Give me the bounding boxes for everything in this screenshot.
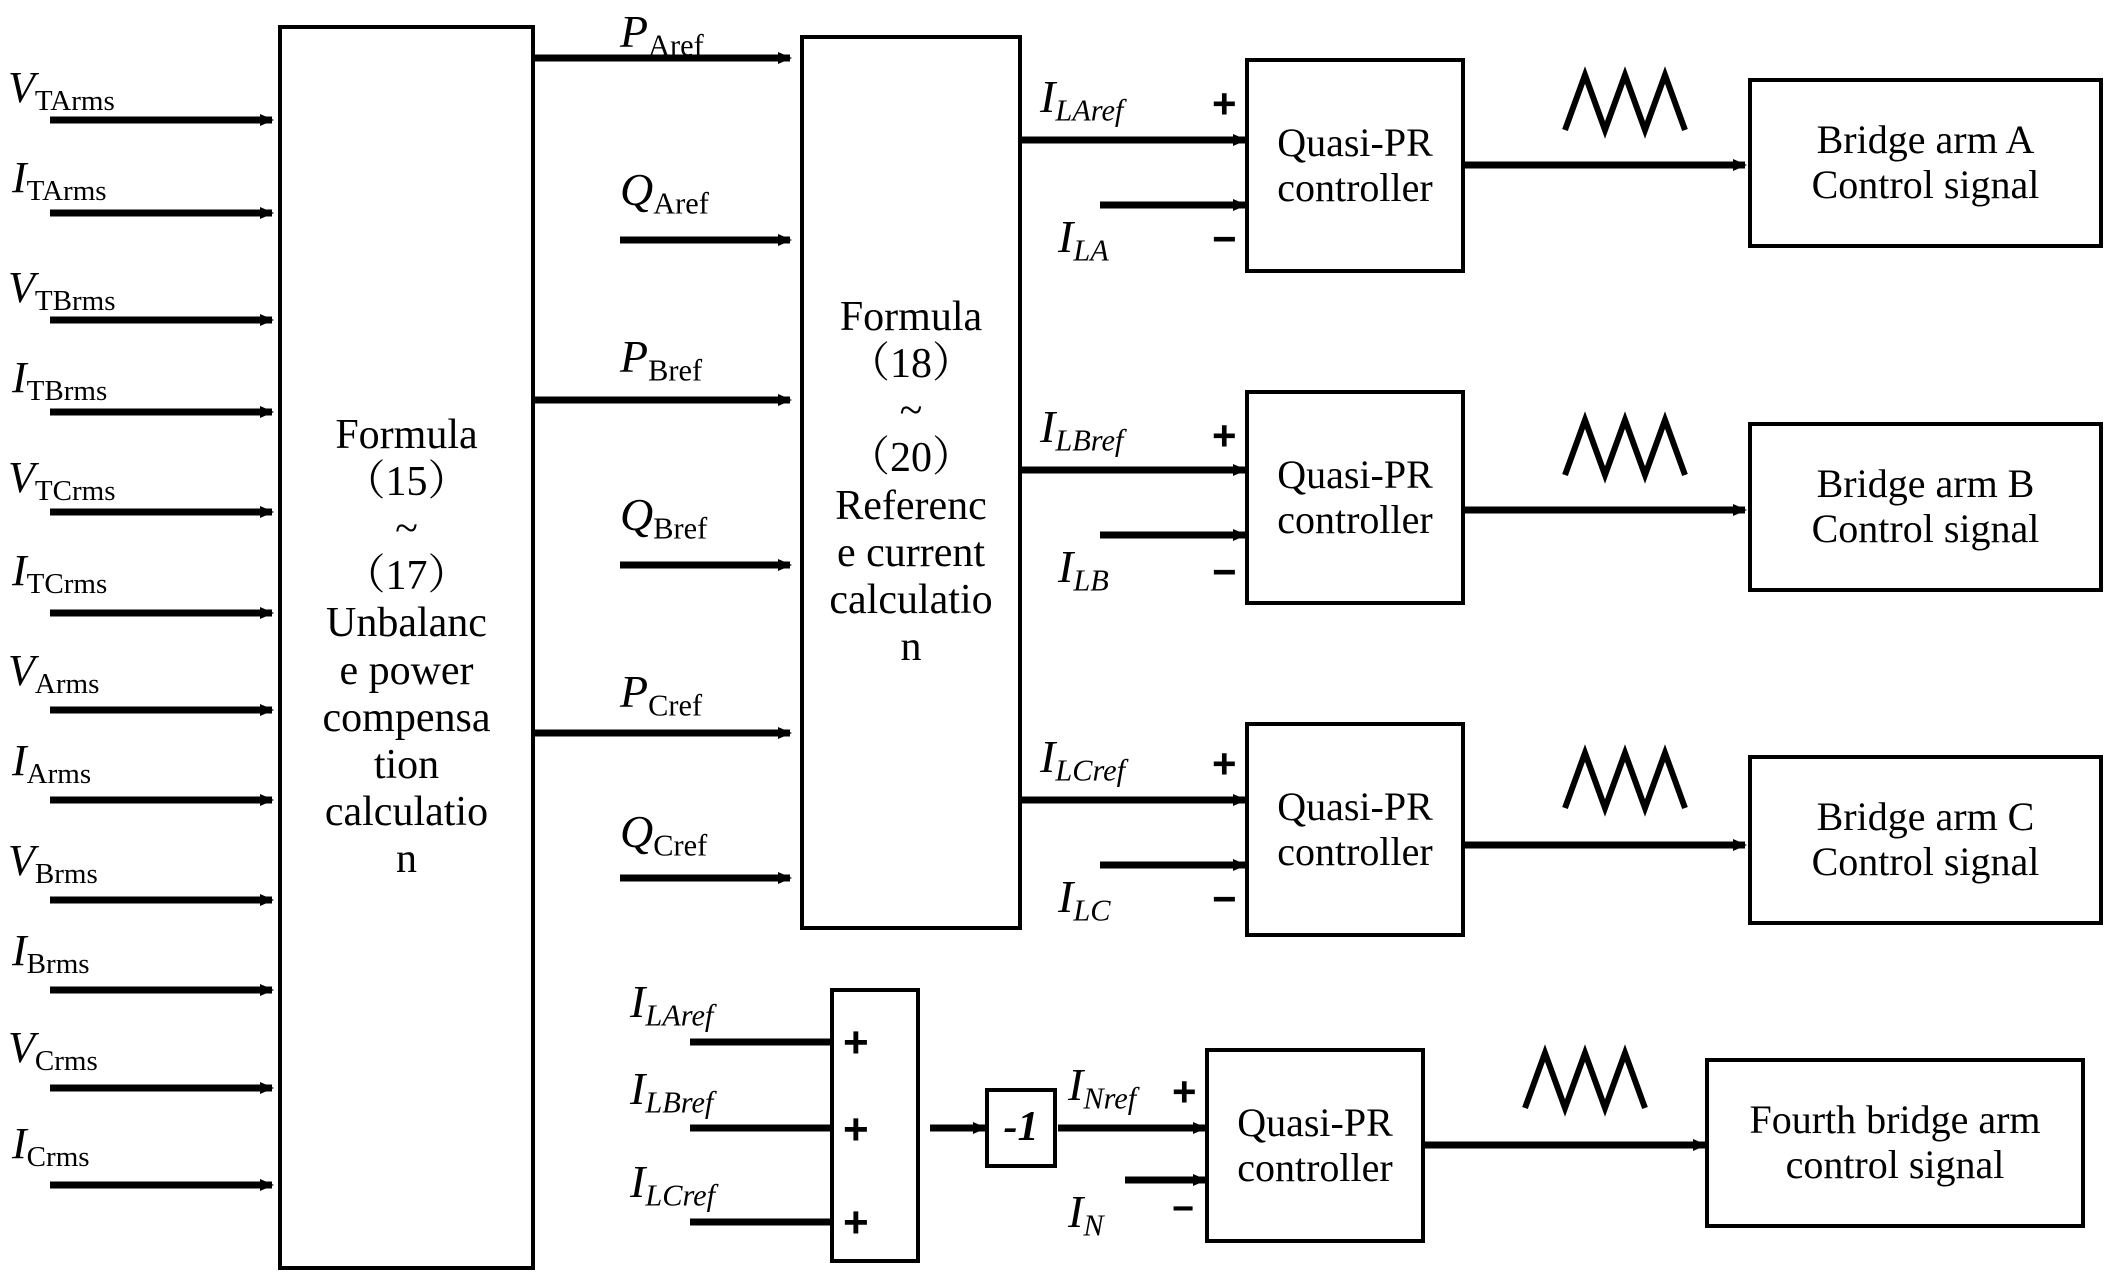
input-label: $V_{Arms}$ — [8, 646, 100, 701]
signal-label-qbref: $Q_{Bref}$ — [620, 489, 708, 546]
controller-a-text: Quasi-PR controller — [1277, 119, 1433, 210]
controller-b-text: Quasi-PR controller — [1277, 451, 1433, 542]
output-block-c — [1748, 755, 2103, 925]
signal-label-ilbref: ILBref — [1040, 401, 1124, 458]
output-block-n — [1705, 1058, 2085, 1228]
output-b-text: Bridge arm B Control signal — [1811, 461, 2040, 551]
summer-input-label-ilbref: ILBref — [630, 1063, 714, 1120]
summer-plus-sign: + — [843, 1105, 869, 1154]
sum-minus-sign: − — [1212, 875, 1237, 922]
input-label: $V_{TBrms}$ — [8, 263, 116, 318]
block-reference-current-calculation — [800, 35, 1022, 930]
sum-plus-sign: + — [1212, 80, 1237, 127]
signal-label-qaref: $Q_{Aref}$ — [620, 164, 709, 221]
controller-c-text: Quasi-PR controller — [1277, 783, 1433, 874]
signal-label-ilcref: ILCref — [1040, 731, 1126, 788]
block1-text: Formula （15） ~ （17） Unbalanc e power compensa tion calculatio n — [322, 412, 491, 882]
signal-label-qcref: $Q_{Cref}$ — [620, 806, 708, 863]
summer-plus-sign: + — [843, 1198, 869, 1247]
block-unbalance-power-compensation — [278, 25, 535, 1270]
input-label: $V_{Crms}$ — [8, 1023, 98, 1078]
controller-block-b — [1245, 390, 1465, 605]
input-label: $I_{Crms}$ — [12, 1119, 90, 1174]
controller-block-n — [1205, 1048, 1425, 1243]
output-block-a — [1748, 78, 2103, 248]
signal-label-ilc: ILC — [1058, 871, 1111, 928]
gain-label: -1 — [1003, 1104, 1039, 1151]
controller-block-c — [1245, 722, 1465, 937]
output-c-text: Bridge arm C Control signal — [1811, 794, 2040, 884]
output-a-text: Bridge arm A Control signal — [1811, 117, 2040, 207]
sum-minus-sign: − — [1212, 548, 1237, 595]
signal-label-ilb: ILB — [1058, 541, 1109, 598]
signal-label-paref: $P_{Aref}$ — [620, 6, 704, 63]
signal-label-ila: ILA — [1058, 211, 1109, 268]
input-label: $I_{TCrms}$ — [12, 546, 108, 601]
input-label: $I_{Brms}$ — [12, 926, 90, 981]
controller-n-text: Quasi-PR controller — [1237, 1099, 1393, 1190]
signal-label-inref: INref — [1068, 1059, 1137, 1116]
sum-minus-sign: − — [1172, 1188, 1195, 1230]
sum-plus-sign: + — [1172, 1068, 1197, 1115]
summer-input-label-ilaref: ILAref — [630, 976, 714, 1033]
input-label: $I_{TArms}$ — [12, 153, 107, 208]
input-label: $V_{TCrms}$ — [8, 453, 116, 508]
signal-label-pcref: $P_{Cref}$ — [620, 666, 703, 723]
block2-text: Formula （18） ~ （20） Referenc e current calculatio n — [829, 294, 993, 670]
sum-plus-sign: + — [1212, 740, 1237, 787]
controller-block-a — [1245, 58, 1465, 273]
summer-input-label-ilcref: ILCref — [630, 1156, 716, 1213]
input-label: $I_{Arms}$ — [12, 736, 92, 791]
summer-plus-sign: + — [843, 1018, 869, 1067]
sum-plus-sign: + — [1212, 412, 1237, 459]
signal-label-pbref: $P_{Bref}$ — [620, 331, 703, 388]
output-n-text: Fourth bridge arm control signal — [1749, 1097, 2041, 1187]
output-block-b — [1748, 422, 2103, 592]
input-label: $V_{Brms}$ — [8, 836, 98, 891]
signal-label-ilaref: ILAref — [1040, 71, 1124, 128]
gain-block — [985, 1088, 1057, 1168]
input-label: $V_{TArms}$ — [8, 63, 115, 118]
signal-label-in: IN — [1068, 1186, 1104, 1243]
sum-minus-sign: − — [1212, 215, 1237, 262]
input-label: $I_{TBrms}$ — [12, 353, 108, 408]
